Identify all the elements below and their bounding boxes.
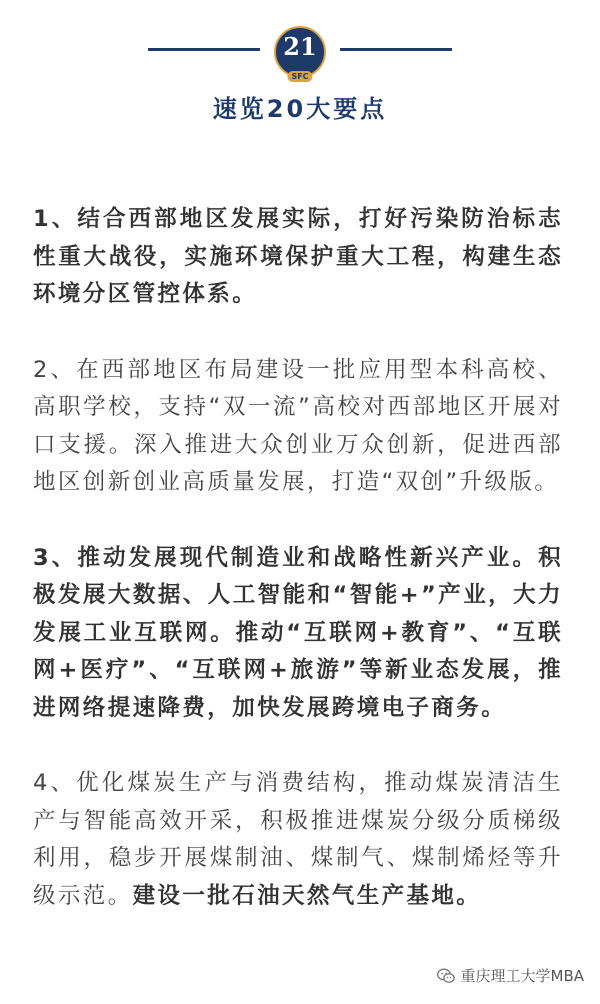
point-2: 2、在西部地区布局建设一批应用型本科高校、高职学校，支持“双一流”高校对西部地区开展对口支援。深入推进大众创业万众创新，促进西部地区创新创业高质量发展，打造“双创”升级版。 (33, 356, 563, 495)
point-4 (33, 765, 563, 915)
watermark-text: 重庆理工大学MBA (460, 967, 584, 985)
badge-number: 21 (283, 32, 317, 61)
badge-tag: SFC (287, 71, 312, 82)
section-number-badge (274, 26, 326, 81)
point-4-normal: 4、优化煤炭生产与消费结构，推动煤炭清洁生产与智能高效开采，积极推进煤炭分级分质梯级利用，稳步开展煤制油、煤制气、煤制烯烃等升级示范。 (33, 770, 563, 909)
section-header (0, 26, 600, 86)
header-rule-right (340, 48, 452, 51)
wechat-icon (437, 968, 455, 984)
point-3: 3、推动发展现代制造业和战略性新兴产业。积极发展大数据、人工智能和“智能+”产业，大力发展工业互联网。推动“互联网+教育”、“互联网+医疗”、“互联网+旅游”等新业态发展，推进网络提速降费，加快发展跨境电子商务。 (33, 544, 563, 721)
point-1: 1、结合西部地区发展实际，打好污染防治标志性重大战役，实施环境保护重大工程，构建生态环境分区管控体系。 (33, 206, 563, 307)
header-rule-left (148, 48, 260, 51)
account-watermark (437, 965, 585, 986)
section-title: 速览20大要点 (212, 95, 388, 123)
point-4-bold: 建设一批石油天然气生产基地。 (132, 882, 482, 909)
points-list (33, 201, 563, 953)
